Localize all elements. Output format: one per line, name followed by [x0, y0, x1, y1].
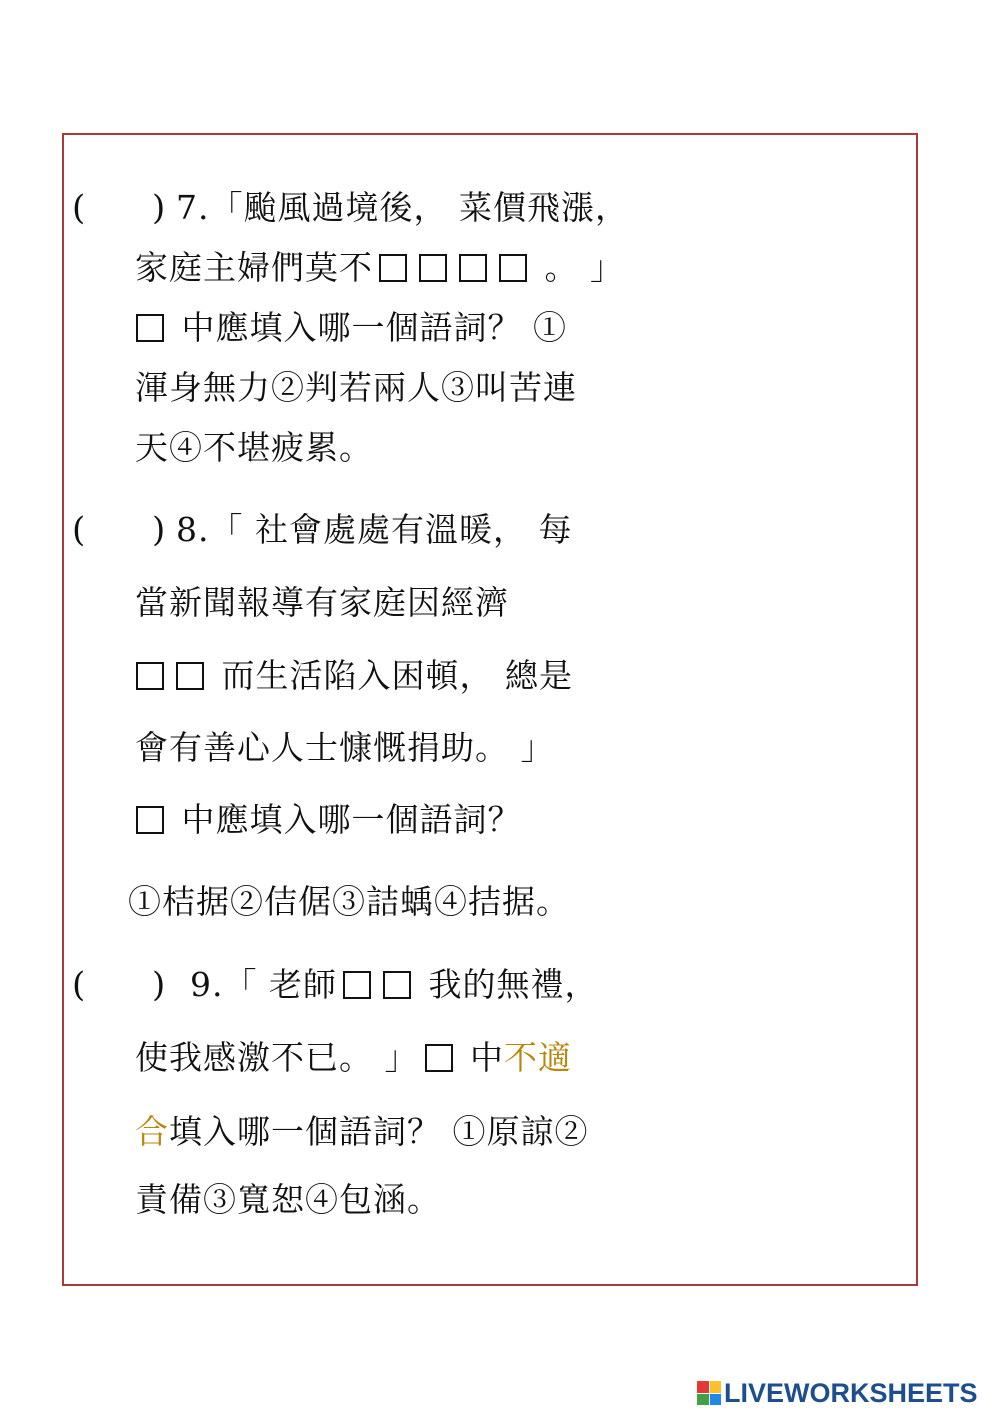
- answer-paren-close: ): [152, 965, 166, 1005]
- answer-paren-close: ): [152, 188, 166, 228]
- question-7-line-5: 天④不堪疲累。: [135, 428, 373, 467]
- question-7-line-4: 渾身無力②判若兩人③叫苦連: [135, 368, 577, 407]
- blank-box: [136, 314, 164, 342]
- question-7-line-2: 家庭主婦們莫不 。 」: [135, 248, 624, 287]
- question-number: 9.: [190, 965, 224, 1004]
- blank-box: [343, 971, 371, 999]
- blank-box: [379, 254, 407, 282]
- blank-box: [419, 254, 447, 282]
- question-8-options: ①桔据②佶倨③詰蝺④拮据。: [128, 882, 570, 921]
- question-9-line-3: 合填入哪一個語詞？ ①原諒②: [135, 1112, 589, 1151]
- answer-paren-open: (: [72, 965, 86, 1005]
- question-number: 7.: [176, 188, 210, 227]
- question-9-line-1: 9.「 老師 我的無禮，: [190, 965, 599, 1004]
- blank-box: [136, 662, 164, 690]
- brand-name: LIVEWORKSHEETS: [724, 1377, 978, 1408]
- highlight-text: 合: [135, 1112, 169, 1151]
- question-8-line-5: 中應填入哪一個語詞？: [130, 790, 522, 850]
- blank-box: [425, 1044, 453, 1072]
- answer-input-q9[interactable]: [88, 963, 158, 1007]
- liveworksheets-logo-icon: [697, 1381, 721, 1405]
- question-7-line-3: 中應填入哪一個語詞？ ①: [130, 298, 567, 358]
- answer-input-q7[interactable]: [88, 186, 158, 230]
- question-8-line-4: 會有善心人士慷慨捐助。 」: [135, 728, 555, 767]
- highlight-text: 不適: [504, 1038, 572, 1077]
- blank-box: [499, 254, 527, 282]
- question-8-line-1: 8.「 社會處處有溫暖， 每: [176, 510, 573, 549]
- answer-input-q8[interactable]: [88, 508, 158, 552]
- answer-paren-close: ): [152, 510, 166, 550]
- question-9-line-2: 使我感激不已。 」 中不適: [135, 1038, 572, 1077]
- question-number: 8.: [176, 510, 210, 549]
- question-7-line-1: 7.「颱風過境後， 菜價飛漲，: [176, 188, 629, 227]
- blank-box: [176, 662, 204, 690]
- question-9-line-4: 責備③寬恕④包涵。: [135, 1180, 441, 1219]
- blank-box: [136, 806, 164, 834]
- liveworksheets-logo: [697, 1378, 978, 1408]
- answer-paren-open: (: [72, 510, 86, 550]
- blank-box: [383, 971, 411, 999]
- blank-box: [459, 254, 487, 282]
- question-8-line-2: 當新聞報導有家庭因經濟: [135, 583, 509, 622]
- answer-paren-open: (: [72, 188, 86, 228]
- question-8-line-3: 而生活陷入困頓， 總是: [130, 646, 573, 706]
